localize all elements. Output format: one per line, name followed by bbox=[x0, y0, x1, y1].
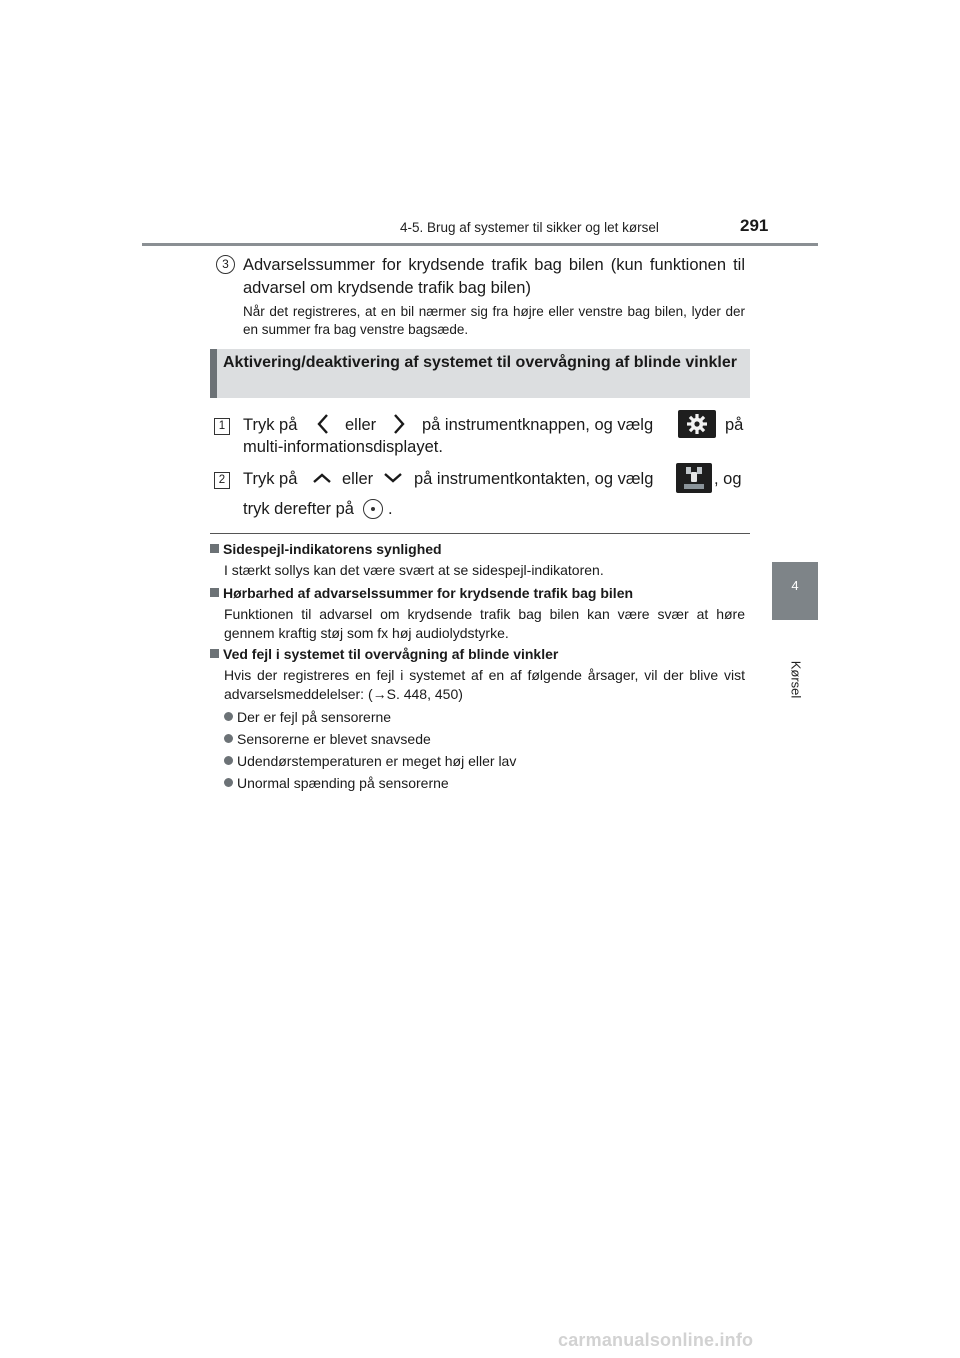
note-heading-text: Hørbarhed af advarselssummer for krydsende trafik bag bilen bbox=[223, 585, 634, 601]
list-item-text: Udendørstemperaturen er meget høj eller lav bbox=[237, 753, 517, 769]
step-marker-2 bbox=[214, 470, 230, 489]
round-bullet-icon bbox=[224, 712, 233, 721]
note-heading bbox=[210, 540, 745, 558]
gear-icon bbox=[678, 410, 716, 438]
bullet-list bbox=[210, 708, 745, 792]
content-divider bbox=[210, 533, 750, 534]
step2-text-line2a: tryk derefter på bbox=[243, 500, 354, 518]
note-heading bbox=[210, 584, 745, 602]
ok-button-icon bbox=[363, 499, 383, 519]
header-section-title: 4-5. Brug af systemer til sikker og let kørsel bbox=[400, 220, 659, 235]
step1-text-a: Tryk på bbox=[243, 416, 298, 434]
chevron-up-icon bbox=[311, 470, 333, 493]
item3-title: Advarselssummer for krydsende trafik bag bilen (kun funktionen til advarsel om krydsende trafik bag bilen) bbox=[243, 256, 745, 297]
list-item bbox=[224, 708, 745, 726]
round-bullet-icon bbox=[224, 734, 233, 743]
note-2 bbox=[210, 584, 745, 643]
square-bullet-icon bbox=[210, 649, 219, 658]
note-1 bbox=[210, 540, 745, 580]
section-heading-bar bbox=[210, 349, 217, 398]
note-body: I stærkt sollys kan det være svært at se sidespejl-indikatoren. bbox=[224, 562, 604, 578]
item-marker-3 bbox=[216, 255, 235, 274]
square-bullet-icon bbox=[210, 544, 219, 553]
item3-description: Når det registreres, at en bil nærmer sig fra højre eller venstre bag bilen, lyder der en summer fra bag venstre bagsæde. bbox=[243, 304, 745, 337]
step1-text-d: på bbox=[725, 416, 744, 434]
list-item bbox=[224, 730, 745, 748]
note-heading bbox=[210, 645, 745, 663]
step2-text-d: , og bbox=[714, 470, 742, 488]
chapter-label: Kørsel bbox=[788, 660, 804, 699]
step-number: 2 bbox=[214, 472, 230, 489]
note-body: Hvis der registreres en fejl i systemet af en af følgende årsager, vil der blive vist advarselsmeddelelser: (→S. 448, 450) bbox=[224, 667, 745, 702]
chevron-down-icon bbox=[382, 470, 404, 493]
section-title: Aktivering/deaktivering af systemet til overvågning af blinde vinkler bbox=[223, 354, 737, 371]
chapter-tab bbox=[772, 562, 818, 620]
chapter-label-container bbox=[770, 652, 820, 712]
bsm-icon bbox=[676, 463, 712, 493]
list-item bbox=[224, 774, 745, 792]
list-item-text: Unormal spænding på sensorerne bbox=[237, 775, 449, 791]
step1-text-c: på instrumentknappen, og vælg bbox=[422, 416, 654, 434]
step2-text-c: på instrumentkontakten, og vælg bbox=[414, 470, 654, 488]
chapter-number: 4 bbox=[791, 578, 799, 593]
watermark: carmanualsonline.info bbox=[558, 1330, 754, 1350]
list-item bbox=[224, 752, 745, 770]
header-rule bbox=[142, 243, 818, 246]
round-bullet-icon bbox=[224, 756, 233, 765]
step1-text-line2: multi-informationsdisplayet. bbox=[243, 438, 443, 456]
step2-text-line2b: . bbox=[388, 500, 393, 518]
note-heading-text: Ved fejl i systemet til overvågning af blinde vinkler bbox=[223, 646, 559, 662]
section-heading bbox=[210, 349, 750, 398]
step-marker-1 bbox=[214, 416, 230, 435]
note-3 bbox=[210, 645, 745, 792]
step2-text-b: eller bbox=[342, 470, 374, 488]
circled-number: 3 bbox=[216, 255, 235, 274]
page-number: 291 bbox=[740, 216, 769, 235]
step2-text-a: Tryk på bbox=[243, 470, 298, 488]
list-item-text: Der er fejl på sensorerne bbox=[237, 709, 392, 725]
note-heading-text: Sidespejl-indikatorens synlighed bbox=[223, 541, 442, 557]
step-number: 1 bbox=[214, 418, 230, 435]
note-body: Funktionen til advarsel om krydsende trafik bag bilen kan være svær at høre gennem kraftig støj som fx høj audiolydstyrke. bbox=[224, 606, 745, 641]
square-bullet-icon bbox=[210, 588, 219, 597]
list-item-text: Sensorerne er blevet snavsede bbox=[237, 731, 431, 747]
round-bullet-icon bbox=[224, 778, 233, 787]
step1-text-b: eller bbox=[345, 416, 377, 434]
